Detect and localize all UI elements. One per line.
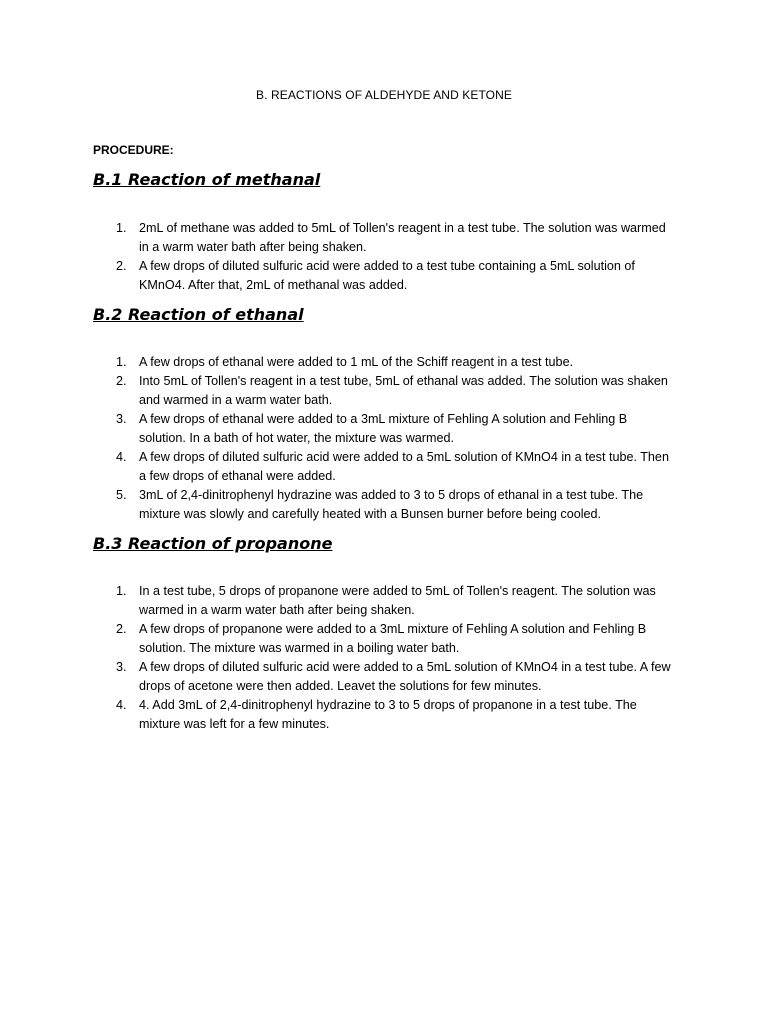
step-number: 2.: [116, 622, 127, 636]
list-item: [110, 257, 672, 295]
list-item: [110, 486, 672, 524]
procedure-label: PROCEDURE:: [93, 143, 174, 157]
step-text: 4. Add 3mL of 2,4-dinitrophenyl hydrazine to 3 to 5 drops of propanone in a test tube. The mixture was left for a few minutes.: [139, 698, 637, 731]
document-title: B. REACTIONS OF ALDEHYDE AND KETONE: [255, 88, 512, 102]
list-item: [110, 658, 672, 696]
step-text: A few drops of ethanal were added to a 3mL mixture of Fehling A solution and Fehling B solution. In a bath of hot water, the mixture was warmed.: [139, 412, 628, 445]
step-text: 2mL of methane was added to 5mL of Tollen's reagent in a test tube. The solution was warmed in a warm water bath after being shaken.: [139, 221, 666, 254]
section-heading-propanone: B.3 Reaction of propanone: [93, 534, 333, 553]
step-number: 3.: [116, 412, 127, 426]
steps-list-ethanal: [110, 353, 672, 524]
list-item: [110, 582, 672, 620]
step-number: 4.: [116, 698, 127, 712]
list-item: [110, 448, 672, 486]
step-text: A few drops of diluted sulfuric acid were added to a 5mL solution of KMnO4 in a test tube. Then a few drops of ethanal were added.: [139, 450, 669, 483]
list-item: [110, 696, 672, 734]
list-item: [110, 410, 672, 448]
step-number: 3.: [116, 660, 127, 674]
step-text: A few drops of diluted sulfuric acid were added to a 5mL solution of KMnO4 in a test tube. A few drops of acetone were then added. Leavet the solutions for few minutes.: [139, 660, 671, 693]
step-text: Into 5mL of Tollen's reagent in a test tube, 5mL of ethanal was added. The solution was shaken and warmed in a warm water bath.: [139, 374, 668, 407]
step-text: 3mL of 2,4-dinitrophenyl hydrazine was added to 3 to 5 drops of ethanal in a test tube. The mixture was slowly and carefully heated with a Bunsen burner before being cooled.: [139, 488, 644, 521]
step-number: 2.: [116, 374, 127, 388]
step-text: A few drops of propanone were added to a 3mL mixture of Fehling A solution and Fehling B solution. The mixture was warmed in a boiling water bath.: [139, 622, 647, 655]
list-item: [110, 372, 672, 410]
step-text: A few drops of diluted sulfuric acid were added to a test tube containing a 5mL solution of KMnO4. After that, 2mL of methanal was added.: [139, 259, 635, 292]
list-item: [110, 353, 672, 372]
list-item: [110, 620, 672, 658]
step-text: In a test tube, 5 drops of propanone were added to 5mL of Tollen's reagent. The solution was warmed in a warm water bath after being shaken.: [139, 584, 656, 617]
steps-list-methanal: [110, 219, 672, 295]
section-heading-methanal: B.1 Reaction of methanal: [93, 170, 321, 189]
section-heading-ethanal: B.2 Reaction of ethanal: [93, 305, 304, 324]
step-number: 2.: [116, 259, 127, 273]
step-number: 1.: [116, 355, 127, 369]
step-number: 5.: [116, 488, 127, 502]
step-number: 4.: [116, 450, 127, 464]
step-number: 1.: [116, 584, 127, 598]
list-item: [110, 219, 672, 257]
step-number: 1.: [116, 221, 127, 235]
steps-list-propanone: [110, 582, 672, 734]
step-text: A few drops of ethanal were added to 1 mL of the Schiff reagent in a test tube.: [139, 355, 574, 369]
